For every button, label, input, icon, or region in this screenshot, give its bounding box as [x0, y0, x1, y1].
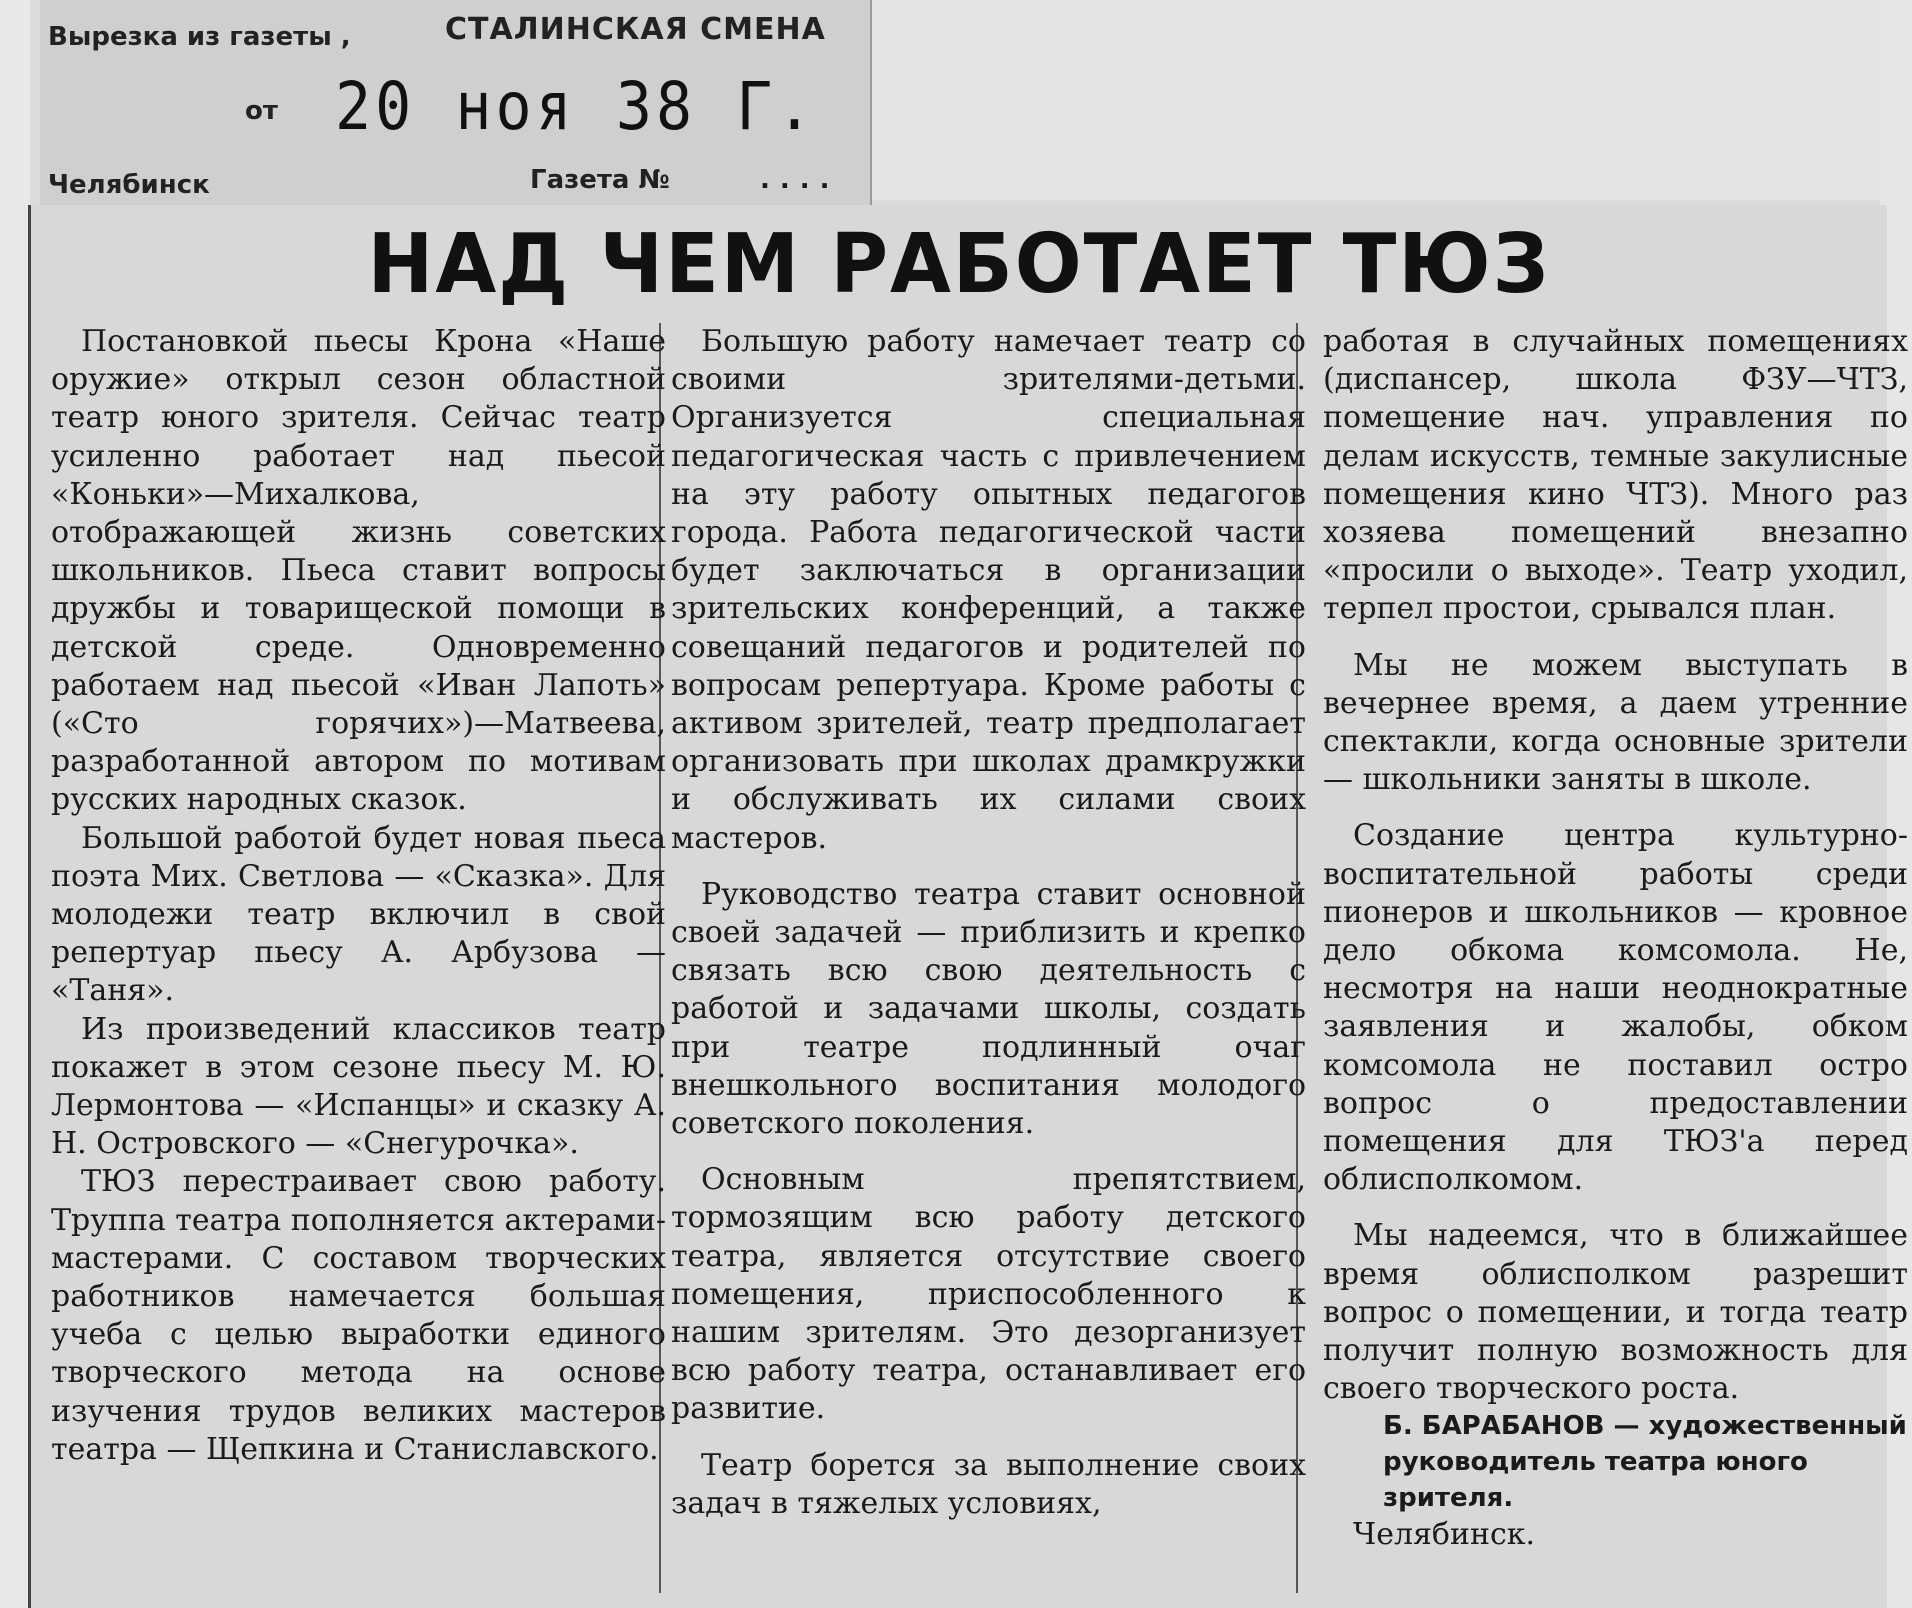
date-from-label: от	[245, 96, 278, 126]
date-stamp: 20 ноя 38 Г.	[335, 68, 817, 146]
paragraph: Мы не можем выступать в вечернее время, а даем утренние спектакли, когда основные зрители — школьники заняты в школе.	[1323, 647, 1908, 798]
paragraph: Основным препятствием, тормозящим всю работу детского театра, является отсутствие своего помещения, приспособленного к нашим зрителям. Это дезорганизует всю работу театра, останавливает его развитие.	[671, 1162, 1306, 1427]
article-column-2	[671, 323, 1306, 1523]
author-signature: Б. БАРАБАНОВ — художественный руководитель театра юного зрителя.	[1383, 1411, 1907, 1514]
paragraph: ТЮЗ перестраивает свою работу. Труппа театра пополняется актерами-мастерами. С составом творческих работников намечается большая учеба с целью выработки единого творческого метода на основе изучения трудов великих мастеров театра — Щепкина и Станиславского.	[51, 1164, 666, 1467]
scan-margin-left	[0, 0, 30, 1608]
slip-city: Челябинск	[48, 170, 210, 200]
signature-city: Челябинск.	[1353, 1517, 1536, 1553]
scan-background	[860, 0, 1912, 200]
article-column-1	[51, 323, 666, 1469]
issue-label: Газета №	[530, 165, 670, 195]
article-headline: НАД ЧЕМ РАБОТАЕТ ТЮЗ	[367, 217, 1551, 312]
newspaper-article	[28, 205, 1908, 1608]
article-column-3	[1323, 323, 1908, 1555]
paragraph: Театр борется за выполнение своих задач в тяжелых условиях,	[671, 1447, 1306, 1521]
paragraph: Постановкой пьесы Крона «Наше оружие» открыл сезон областной театр юного зрителя. Сейчас театр усиленно работает над пьесой «Коньки»—Михалкова, отображающей жизнь советских школьников. Пьеса ставит вопросы дружбы и товарищеской помощи в детской среде. Одновременно работаем над пьесой «Иван Лапоть» («Сто горячих»)—Матвеева, разработанной автором по мотивам русских народных сказок.	[51, 324, 666, 818]
paragraph: Большой работой будет новая пьеса поэта Мих. Светлова — «Сказка». Для молодежи театр включил в свой репертуар пьесу А. Арбузова — «Таня».	[51, 820, 666, 1009]
paragraph: работая в случайных помещениях (диспансер, школа ФЗУ—ЧТЗ, помещение нач. управления по делам искусств, темные закулисные помещения кино ЧТЗ). Много раз хозяева помещений внезапно «просили о выходе». Театр уходил, терпел простои, срывался план.	[1323, 324, 1908, 627]
issue-number-dots: ....	[760, 165, 840, 195]
clipping-source-label: Вырезка из газеты ,	[48, 22, 351, 52]
paragraph: Большую работу намечает театр со своими зрителями-детьми. Организуется специальная педагогическая часть с привлечением на эту работу опытных педагогов города. Работа педагогической части будет заключаться в организации зрительских конференций, а также совещаний педагогов и родителей по вопросам репертуара. Кроме работы с активом зрителей, театр предполагает организовать при школах драмкружки и обслуживать их силами своих мастеров.	[671, 324, 1306, 856]
newspaper-name: СТАЛИНСКАЯ СМЕНА	[445, 12, 826, 47]
paragraph: Руководство театра ставит основной своей задачей — приблизить и крепко связать всю свою деятельность с работой и задачами школы, создать при театре подлинный очаг внешкольного воспитания молодого советского поколения.	[671, 876, 1306, 1142]
clipping-label-slip	[40, 0, 872, 212]
paragraph: Создание центра культурно-воспитательной работы среди пионеров и школьников — кровное дело обкома комсомола. Не, несмотря на наши неоднократные заявления и жалобы, обком комсомола не поставил остро вопрос о предоставлении помещения для ТЮЗ'а перед облисполкомом.	[1323, 818, 1908, 1198]
paragraph: Мы надеемся, что в ближайшее время облисполком разрешит вопрос о помещении, и тогда театр получит полную возможность для своего творческого роста.	[1323, 1218, 1908, 1407]
paragraph: Из произведений классиков театр покажет в этом сезоне пьесу М. Ю. Лермонтова — «Испанцы» и сказку А. Н. Островского — «Снегурочка».	[51, 1011, 666, 1162]
